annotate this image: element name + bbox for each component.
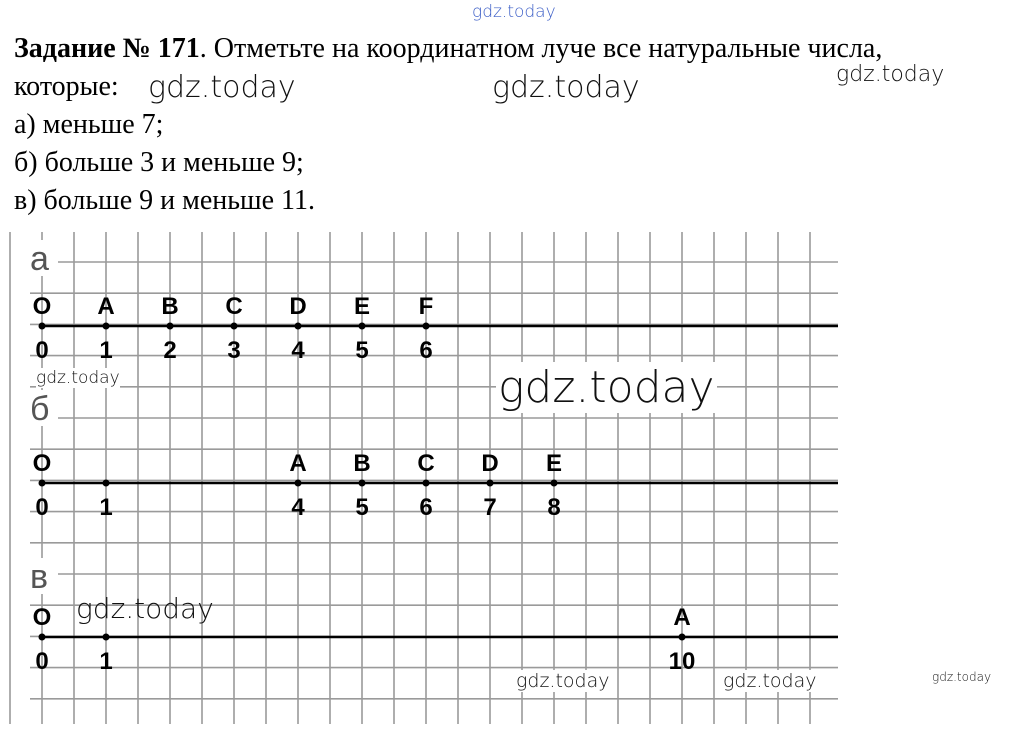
point-number: 4 xyxy=(291,337,305,364)
ray-point xyxy=(39,323,46,330)
point-number: 0 xyxy=(35,648,49,675)
origin-letter: O xyxy=(32,450,52,477)
ray-point xyxy=(487,480,494,487)
ray-point xyxy=(103,634,110,641)
point-letter: C xyxy=(225,293,243,320)
ray-label: в xyxy=(30,558,49,596)
point-number: 1 xyxy=(99,648,113,675)
watermark-1: gdz.today xyxy=(148,70,296,105)
point-letter: E xyxy=(353,293,371,320)
point-letter: B xyxy=(161,293,179,320)
origin-letter: O xyxy=(32,293,52,320)
point-number: 0 xyxy=(35,337,49,364)
task-text-part2: которые: xyxy=(14,71,119,102)
watermark-3: gdz.today xyxy=(836,62,945,87)
point-number: 6 xyxy=(419,337,433,364)
task-item-b: б) больше 3 и меньше 9; xyxy=(14,147,304,178)
point-letter: E xyxy=(545,450,563,477)
point-letter: A xyxy=(673,604,691,631)
watermark-top: gdz.today xyxy=(472,2,556,22)
ray-point xyxy=(39,480,46,487)
ray-point xyxy=(39,634,46,641)
watermark-5: gdz.today xyxy=(76,592,214,625)
watermark-4: gdz.today xyxy=(36,368,120,388)
point-number: 4 xyxy=(291,494,305,521)
origin-letter: O xyxy=(32,604,52,631)
ray-point xyxy=(359,323,366,330)
point-number: 1 xyxy=(99,337,113,364)
point-letter: A xyxy=(289,450,307,477)
ray-point xyxy=(231,323,238,330)
watermark-6: gdz.today xyxy=(516,670,610,692)
watermark-7: gdz.today xyxy=(723,670,817,692)
point-letter: C xyxy=(417,450,435,477)
ray-point xyxy=(167,323,174,330)
watermark-2: gdz.today xyxy=(492,70,640,105)
point-number: 5 xyxy=(355,494,369,521)
ray-point xyxy=(551,480,558,487)
point-number: 10 xyxy=(668,648,696,675)
point-letter: F xyxy=(418,293,434,320)
point-number: 1 xyxy=(99,494,113,521)
task-text-part1: . Отметьте на координатном луче все натуральные числа, xyxy=(199,33,883,64)
point-number: 7 xyxy=(483,494,497,521)
ray-point xyxy=(359,480,366,487)
ray-point xyxy=(423,480,430,487)
task-title: Задание № 171 xyxy=(14,33,200,64)
point-number: 6 xyxy=(419,494,433,521)
ray-point xyxy=(679,634,686,641)
point-letter: D xyxy=(289,293,307,320)
point-number: 8 xyxy=(547,494,561,521)
watermark-8: gdz.today xyxy=(932,670,992,684)
point-number: 2 xyxy=(163,337,177,364)
watermark-large: gdz.today xyxy=(498,362,715,413)
ray-point xyxy=(295,480,302,487)
ray-point xyxy=(103,323,110,330)
ray-point xyxy=(423,323,430,330)
point-number: 5 xyxy=(355,337,369,364)
point-letter: D xyxy=(481,450,499,477)
ray-point xyxy=(295,323,302,330)
task-item-c: в) больше 9 и меньше 11. xyxy=(14,185,315,216)
task-item-a: а) меньше 7; xyxy=(14,109,164,140)
point-letter: A xyxy=(97,293,115,320)
point-number: 0 xyxy=(35,494,49,521)
point-letter: B xyxy=(353,450,371,477)
point-number: 3 xyxy=(227,337,241,364)
ray-label: б xyxy=(30,390,50,428)
ray-point xyxy=(103,480,110,487)
ray-label: а xyxy=(30,240,49,278)
